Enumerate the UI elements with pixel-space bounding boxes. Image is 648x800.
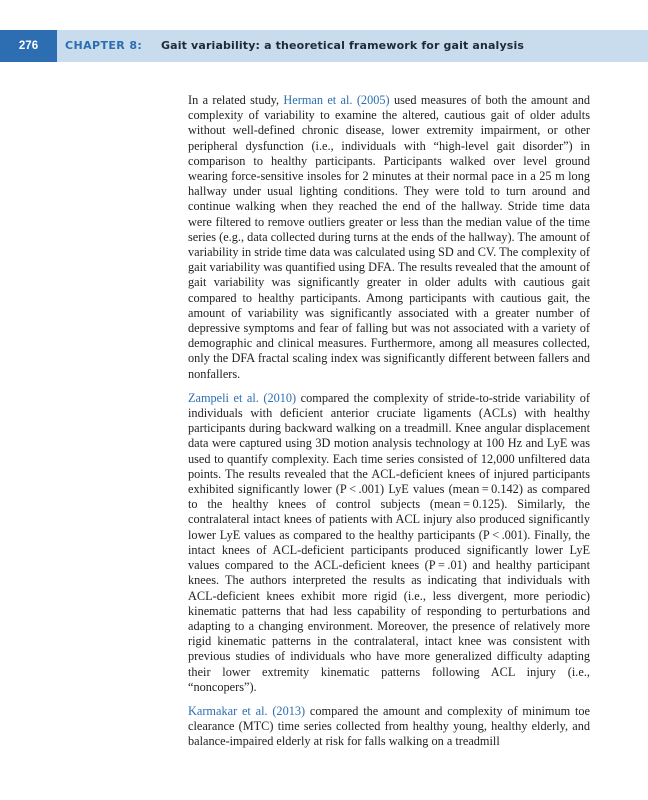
chapter-title: Gait variability: a theoretical framework for gait analysis — [161, 39, 525, 52]
body-text — [188, 93, 590, 759]
citation-link-herman-2005[interactable]: Herman et al. (2005) — [283, 93, 390, 107]
citation-link-zampeli-2010[interactable]: Zampeli et al. (2010) — [188, 390, 297, 405]
paragraph-zampeli — [188, 391, 590, 695]
paragraph-karmakar — [188, 704, 590, 750]
chapter-label: CHAPTER 8: — [65, 39, 143, 52]
running-header — [0, 30, 648, 62]
paragraph-text: compared the amount and complexity of minimum toe clearance (MTC) time series collected from healthy young, healthy elderly, and balance-impaired elderly at risk for falls walking on a treadmill — [188, 703, 590, 749]
citation-link-karmakar-2013[interactable]: Karmakar et al. (2013) — [188, 703, 306, 718]
paragraph-text: compared the complexity of stride-to-stride variability of individuals with deficient anterior cruciate ligaments (ACLs) with healthy participants during backward walking on a treadmill. Knee angular displacement data were captured using 3D motion analysis technology at 100 Hz and LyE was used to quantify complexity. Each time series consisted of 12,000 unfiltered data points. The results revealed that the ACL-deficient knees of injured participants exhibited significantly lower (P < .001) LyE values (mean = 0.142) as compared to the healthy knees of control subjects (mean = 0.125). Similarly, the contralateral intact knees of patients with ACL injury also produced significantly lower LyE values as compared to the healthy participants (P < .001). Finally, the intact knees of ACL-deficient participants produced significantly lower LyE values compared to the ACL-deficient knees (P = .01) and healthy participant knees. The authors interpreted the results as indicating that individuals with ACL-deficient knees exhibit more rigid (i.e., less divergent, more periodic) kinematic patterns that had less capability of responding to perturbations and adapting to a changing environment. Moreover, the presence of relatively more rigid kinematic patterns in the contralateral, intact knee was consistent with previous studies of individuals who have more generalized difficulty adapting their lower extremity kinematic patterns following ACL injury (i.e., “noncopers”). — [188, 390, 591, 694]
paragraph-herman — [188, 93, 590, 382]
paragraph-lead-in: In a related study, — [188, 93, 284, 107]
paragraph-text: used measures of both the amount and complexity of variability to examine the altered, cautious gait of older adults without well-defined chronic disease, lower extremity impairment, or other peripheral dysfunction (i.e., individuals with “high-level gait disorder”) in comparison to healthy participants. Participants walked over level ground wearing force-sensitive insoles for 2 minutes at their normal pace in a 25 m long hallway under usual lighting conditions. They were told to turn around and continue walking when they reached the end of the hallway. Stride time data were filtered to remove outliers greater or less than the median value of the time series (e.g., data collected during turns at the ends of the hallway). The amount of variability in stride time data was calculated using SD and CV. The complexity of gait variability was quantified using DFA. The results revealed that the amount of gait variability was significantly greater in older adults with cautious gait compared to healthy participants. Among participants with cautious gait, the amount of variability was significantly associated with a greater number of depressive symptoms and fear of falling but was not associated with a variety of demographic and clinical measures. Furthermore, among all measures collected, only the DFA fractal scaling index was significantly different between fallers and nonfallers. — [188, 93, 591, 381]
page-number: 276 — [0, 30, 57, 62]
